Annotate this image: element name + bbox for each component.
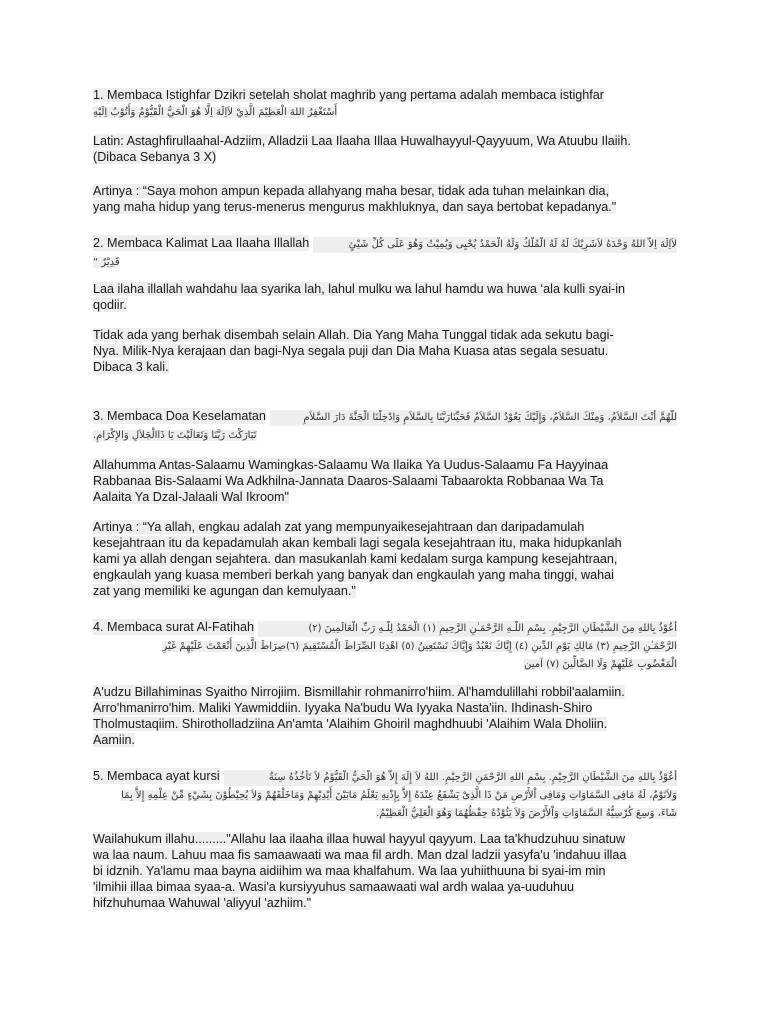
- paragraph-line: Artinya : “Ya allah, engkau adalah zat yang mempunyaikesejahtraan dan daripadamulah: [93, 520, 585, 534]
- arabic-text: قَدِيْرٌ “: [93, 257, 120, 268]
- paragraph-line: yang maha hidup yang terus-menerus mengurus makhluknya, dan saya bertobat kepadanya.": [93, 200, 617, 214]
- paragraph-line: (Dibaca Sebanya 3 X): [93, 150, 217, 164]
- paragraph-line: Laa ilaha illallah wahdahu laa syarika lah, lahul mulku wa lahul hamdu wa huwa ‘ala kulli syai-in: [93, 282, 626, 296]
- section-4-heading: [93, 619, 677, 673]
- section-heading: 2. Membaca Kalimat Laa Ilaaha Illallah: [93, 236, 310, 250]
- section-heading: 5. Membaca ayat kursi: [93, 769, 220, 783]
- section-1-latin: [93, 133, 677, 165]
- paragraph-line: qodiir.: [93, 298, 127, 312]
- paragraph-line: 'ilmihii illaa bimaa syaa-a. Wasi'a kursiyyuhus samaawaati wal ardh walaa ya-uuduhuu: [93, 880, 575, 894]
- arabic-text: أَعُوْذُ بِاللهِ مِنَ الشَّيْطَانِ الرَّجِيْمِ. بِسْمِ اللَّـهِ الرَّحْمَـٰنِ الرَّحِيمِ (١) الْحَمْدُ لِلَّـهِ رَبِّ الْعَالَمِينَ (٢): [258, 621, 677, 637]
- arabic-text: لاَاِلَهَ اِلاَّ اللهُ وَحْدَهُ لاَشَرِيْكَ لَهُ لَهُ الْمُلْكُ وَلَهُ الْحَمْدُ يُحْيِى وَيُمِيْتُ وَهُوَ عَلَى كُلِّ شَيْئٍ: [313, 237, 677, 253]
- section-4-latin: [93, 684, 677, 748]
- paragraph-line: Tholmustaqiim. Shirotholladziina An'amta 'Alaihim Ghoiril maghdhuubi 'Alaihim Wala Dholiin.: [93, 717, 608, 731]
- paragraph-line: Aamiin.: [93, 733, 135, 747]
- paragraph-line: Tidak ada yang berhak disembah selain Allah. Dia Yang Maha Tunggal tidak ada sekutu bagi-: [93, 328, 614, 342]
- arabic-text: أَعُوْذُ بِاللهِ مِنَ الشَّيْطَانِ الرَّجِيْمِ. بِسْمِ اللهِ الرَّحْمَنِ الرَّحِيْمِ. اللهُ لاَ إِلَهَ إِلاَّ هُوَ الْحَيُّ الْقَيُّوْمُ لاَ تَأْخُذُهُ سِنَةٌ: [224, 770, 677, 786]
- paragraph-line: Artinya : “Saya mohon ampun kepada allahyang maha besar, tidak ada tuhan melainkan dia,: [93, 184, 609, 198]
- section-5-latin: [93, 831, 677, 911]
- paragraph-line: zat yang memiliki ke agungan dan kemulyaan.": [93, 584, 356, 598]
- paragraph-line: A'udzu Billahiminas Syaitho Nirrojiim. Bismillahir rohmanirro'hiim. Al'hamdulillahi robbil'aalamiin.: [93, 685, 625, 699]
- section-heading: 4. Membaca surat Al-Fatihah: [93, 620, 254, 634]
- paragraph-line: Latin: Astaghfirullaahal-Adziim, Alladzii Laa Ilaaha Illaa Huwalhayyul-Qayyuum, Wa Atuubu Ilaiih.: [93, 134, 631, 148]
- paragraph-line: bi idznih. Ya'lamu maa bayna aidiihim wa maa khalfahum. Wa laa yuhiithuuna bi syai-im min: [93, 864, 606, 878]
- paragraph-line: kesejahtraan itu da kepadamulah akan kembali lagi segala kesejahtraan itu, maka hidupkanlah: [93, 536, 622, 550]
- paragraph-line: hifzhuhumaa Wahuwal 'aliyyul 'azhiim.": [93, 896, 312, 910]
- paragraph-line: engkaulah yang kuasa memberi berkah yang banyak dan engkaulah yang maha tinggi, wahai: [93, 568, 614, 582]
- arabic-text: أَسْتَغْفِرُ اللهَ الْعَظِيْمَ الَّذِيْ لاَاِلَهَ اِلَّا هُوَ الْحَيُّ الْقَيُّوْمُ وَأَتُوْبُ اِلَيْهِ: [93, 107, 338, 118]
- arabic-text: تَبَارَكْتَ رَبَّنَا وَتَعَالَيْتَ يَا ذَاالْجَلاَلِ وَالإِكْرَامِ.: [93, 430, 257, 441]
- arabic-text: الْمَغْضُوبِ عَلَيْهِمْ وَلَا الضَّالِّينَ (٧) آمين: [524, 659, 677, 670]
- paragraph-line: wa laa naum. Lahuu maa fis samaawaati wa maa fil ardh. Man dzal ladzii yasyfa'u 'indahuu illaa: [93, 848, 627, 862]
- section-2-meaning: [93, 327, 677, 375]
- paragraph-line: Nya. Milik-Nya kerajaan dan bagi-Nya segala puji dan Dia Maha Kuasa atas segala sesuatu.: [93, 344, 609, 358]
- section-heading: 3. Membaca Doa Keselamatan: [93, 409, 266, 423]
- arabic-text: شَاءَ، وَسِعَ كُرْسِيُّهُ السَّمَاوَاتِ وَاْلأَرْضَ وَلاَ يَئُوْدُهُ حِفْظُهُمَا وَهُوَ الْعَلِيُّ الْعَظِيْمُ.: [376, 808, 677, 819]
- section-3-latin: [93, 457, 677, 505]
- section-1-heading: [93, 87, 677, 121]
- section-3-heading: [93, 408, 677, 444]
- section-2-heading: [93, 235, 677, 271]
- arabic-text: الرَّحْمَـٰنِ الرَّحِيمِ (٣) مَالِكِ يَوْمِ الدِّينِ (٤) إِيَّاكَ نَعْبُدُ وَإِيَّاكَ نَسْتَعِينُ (٥) اهْدِنَا الصِّرَاطَ الْمُسْتَقِيمَ (٦)صِرَاطَ الَّذِينَ أَنْعَمْتَ عَلَيْهِمْ غَيْرِ: [162, 641, 677, 652]
- section-1-meaning: [93, 183, 677, 215]
- arabic-text: وَلاَنَوْمٌ، لَهُ مَافِى السَّمَاوَاتِ وَمَافِى اْلأَرْضِ مَنْ ذَا الَّذِىْ يَشْفَعُ عِنْدَهُ إِلاَّ بِإِذْنِهِ يَعْلَمُ مَابَيْنَ أَيْدِيْهِمْ وَمَاخَلْفَهُمْ وَلاَ يُحِيْطُوْنَ بِشَيْءٍ مِّنْ عِلْمِهِ إِلاَّ بِمَا: [121, 790, 677, 801]
- paragraph-line: Allahumma Antas-Salaamu Wamingkas-Salaamu Wa Ilaika Ya Uudus-Salaamu Fa Hayyinaa: [93, 458, 609, 472]
- paragraph-line: Arro'hmanirro'him. Maliki Yawmiddiin. Iyyaka Na'budu Wa Iyyaka Nasta'iin. Ihdinash-Shiro: [93, 701, 593, 715]
- section-5-heading: [93, 768, 677, 822]
- paragraph-line: Wailahukum illahu........."Allahu laa ilaaha illaa huwal hayyul qayyum. Laa ta'khudzuhuu sinatuw: [93, 832, 626, 846]
- paragraph-line: kami ya allah dengan sejahtera. dan masukanlah kami kedalam surga kampung kesejahtraan,: [93, 552, 618, 566]
- section-3-meaning: [93, 519, 677, 599]
- paragraph-line: Rabbanaa Bis-Salaami Wa Adkhilna-Jannata Daaros-Salaami Tabaarokta Robbanaa Wa Ta: [93, 474, 604, 488]
- arabic-text: للَّهُمَّ أَنْتَ السَّلاَمُ، وَمِنْكَ السَّلاَمُ، وَإِلَيْكَ يَعُوْدُ السَّلاَمُ فَحَيِّنَارَبَّنَا بِالسَّلاَمِ وَادْخِلْنَا الْجَنَّةَ دَارَ السَّلاَمِ: [270, 410, 677, 426]
- section-2-latin: [93, 281, 677, 313]
- section-heading: 1. Membaca Istighfar Dzikri setelah sholat maghrib yang pertama adalah membaca istighfar: [93, 88, 604, 102]
- paragraph-line: Dibaca 3 kali.: [93, 360, 169, 374]
- paragraph-line: Aalaita Ya Dzal-Jalaali Wal Ikroom": [93, 490, 290, 504]
